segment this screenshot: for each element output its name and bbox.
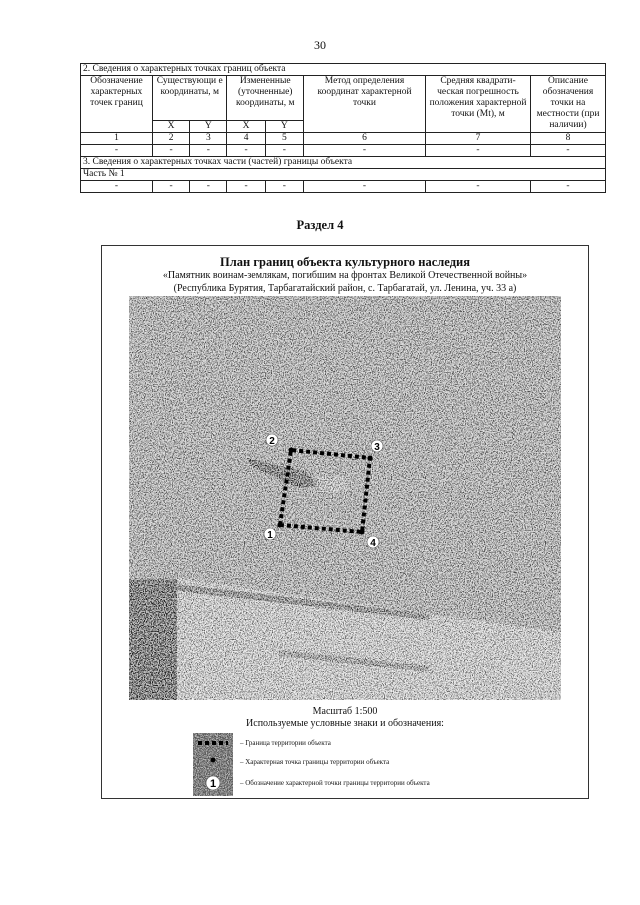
table-cell: - (304, 181, 426, 193)
table-row-numbers (81, 133, 606, 145)
table-cell: - (265, 181, 303, 193)
svg-text:2: 2 (269, 436, 275, 447)
table-cell: - (227, 181, 265, 193)
boundary-point-marker-3 (368, 456, 373, 461)
legend-point-label-symbol (206, 776, 220, 790)
header-y: Y (265, 121, 303, 133)
svg-text:4: 4 (370, 538, 376, 549)
table-cell: 4 (227, 133, 265, 145)
page-number: 30 (314, 38, 326, 52)
table-cell: - (190, 181, 227, 193)
table-cell: 2 (153, 133, 190, 145)
table-cell: - (426, 181, 531, 193)
svg-text:1: 1 (267, 530, 273, 541)
table-cell: 3 (190, 133, 227, 145)
table-cell: - (81, 145, 153, 157)
svg-text:1: 1 (209, 778, 217, 790)
header-updated-coords: Измененные (уточненные) координаты, м (227, 76, 304, 121)
legend-item-boundary: – Граница территории объекта (240, 739, 331, 747)
table-cell: - (81, 181, 153, 193)
table-cell: - (190, 145, 227, 157)
table-section3-title: 3. Сведения о характерных точках части (частей) границы объекта (81, 157, 606, 169)
table-cell: 7 (426, 133, 531, 145)
table-row (81, 181, 606, 193)
boundary-points-table (80, 63, 606, 193)
boundary-point-marker-1 (278, 523, 283, 528)
table-part-label: Часть № 1 (81, 169, 606, 181)
plan-title: План границ объекта культурного наследия (220, 255, 470, 269)
header-description: Описание обозначения точки на местности (при наличии) (531, 76, 606, 133)
table-section2-title: 2. Сведения о характерных точках границ объекта (81, 64, 606, 76)
header-x: X (227, 121, 265, 133)
table-cell: 1 (81, 133, 153, 145)
legend-point-symbol (211, 758, 216, 763)
legend-symbols (193, 733, 233, 796)
boundary-point-marker-2 (289, 448, 294, 453)
map-scale: Масштаб 1:500 (312, 706, 378, 717)
table-cell: 6 (304, 133, 426, 145)
table-cell: - (531, 145, 606, 157)
table-cell: - (227, 145, 265, 157)
table-cell: - (265, 145, 303, 157)
section-heading: Раздел 4 (296, 218, 344, 232)
header-method: Метод определения координат характерной точки (304, 76, 426, 133)
legend-title: Используемые условные знаки и обозначения: (246, 718, 444, 729)
header-x: X (153, 121, 190, 133)
table-cell: - (426, 145, 531, 157)
table-cell: 5 (265, 133, 303, 145)
svg-text:3: 3 (374, 442, 380, 453)
header-accuracy: Средняя квадрати-ческая погрешность положения характерной точки (Mt), м (426, 76, 531, 133)
table-row (81, 145, 606, 157)
header-y: Y (190, 121, 227, 133)
aerial-map (129, 296, 561, 700)
header-point-designation: Обозначение характерных точек границ (81, 76, 153, 133)
header-existing-coords: Существующи е координаты, м (153, 76, 227, 121)
table-cell: - (531, 181, 606, 193)
table-cell: - (153, 181, 190, 193)
plan-subtitle-address: (Республика Бурятия, Тарбагатайский район, с. Тарбагатай, ул. Ленина, уч. 33 а) (173, 283, 517, 294)
table-cell: 8 (531, 133, 606, 145)
boundary-point-marker-4 (360, 530, 365, 535)
legend-item-point: – Характерная точка границы территории объекта (240, 758, 390, 766)
table-cell: - (304, 145, 426, 157)
legend-item-point-label: – Обозначение характерной точки границы территории объекта (240, 779, 430, 787)
plan-subtitle-object: «Памятник воинам-землякам, погибшим на фронтах Великой Отечественной войны» (162, 270, 528, 281)
map-noise-light (129, 296, 561, 700)
table-cell: - (153, 145, 190, 157)
